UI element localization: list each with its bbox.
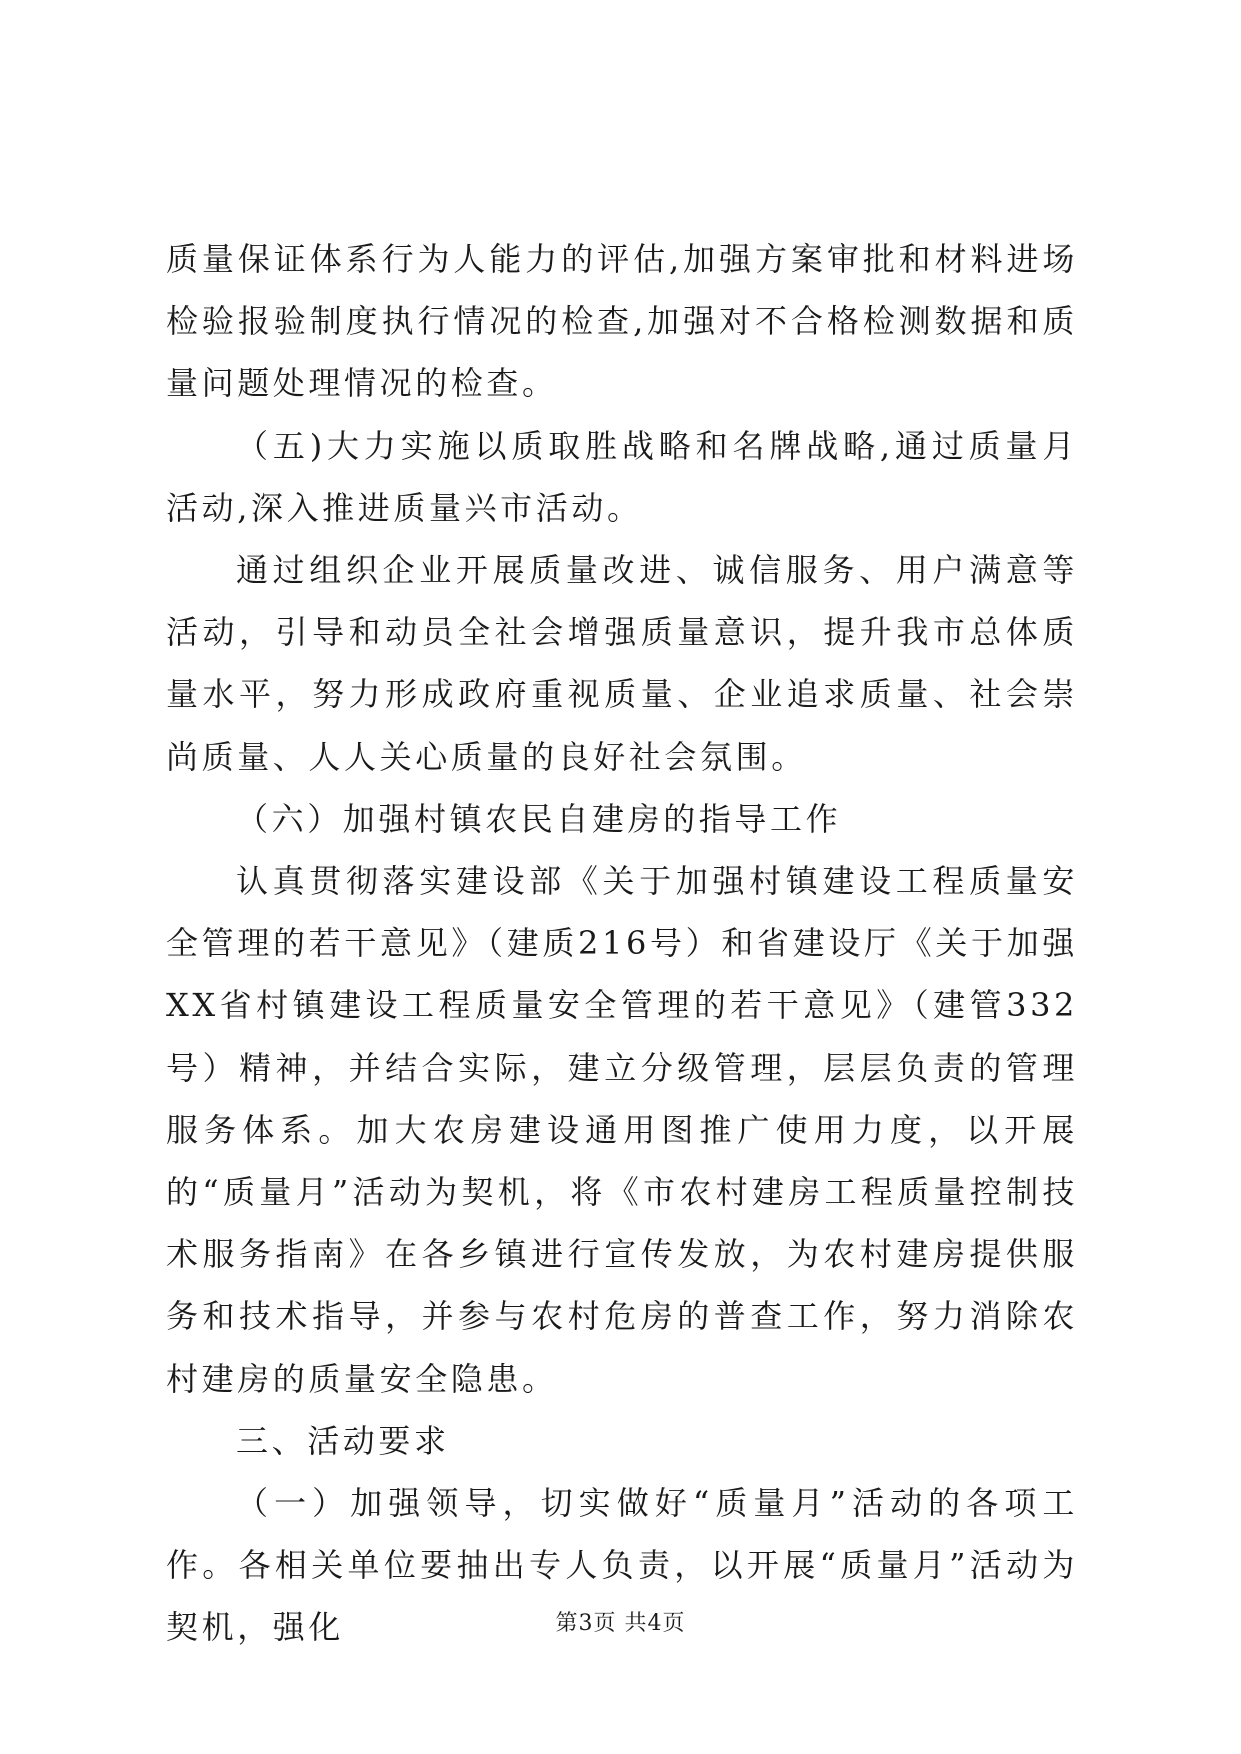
paragraph-section-six-heading: （六）加强村镇农民自建房的指导工作 <box>236 799 842 838</box>
paragraph-quality-improvement: 通过组织企业开展质量改进、诚信服务、用户满意等活动，引导和动员全社会增强质量意识，提升我市总体质量水平，努力形成政府重视质量、企业追求质量、社会崇尚质量、人人关心质量的良好社会氛围。 <box>166 551 1078 776</box>
paragraph-section-three-heading: 三、活动要求 <box>236 1421 450 1460</box>
paragraph-leadership: （一）加强领导，切实做好“质量月”活动的各项工作。各相关单位要抽出专人负责，以开展“质量月”活动为契机，强化 <box>166 1484 1078 1647</box>
document-body <box>166 228 1078 1659</box>
page-number-footer: 第3页 共4页 <box>555 1611 686 1636</box>
paragraph-quality-assurance: 质量保证体系行为人能力的评估,加强方案审批和材料进场检验报验制度执行情况的检查,加强对不合格检测数据和质量问题处理情况的检查。 <box>166 240 1078 403</box>
paragraph-section-five-heading: （五)大力实施以质取胜战略和名牌战略,通过质量月活动,深入推进质量兴市活动。 <box>166 426 1078 527</box>
paragraph-rural-housing: 认真贯彻落实建设部《关于加强村镇建设工程质量安全管理的若干意见》（建质216号）和省建设厅《关于加强XX省村镇建设工程质量安全管理的若干意见》（建管332号）精神，并结合实际，建立分级管理，层层负责的管理服务体系。加大农房建设通用图推广使用力度，以开展的“质量月”活动为契机，将《市农村建房工程质量控制技术服务指南》在各乡镇进行宣传发放，为农村建房提供服务和技术指导，并参与农村危房的普查工作，努力消除农村建房的质量安全隐患。 <box>166 862 1078 1398</box>
